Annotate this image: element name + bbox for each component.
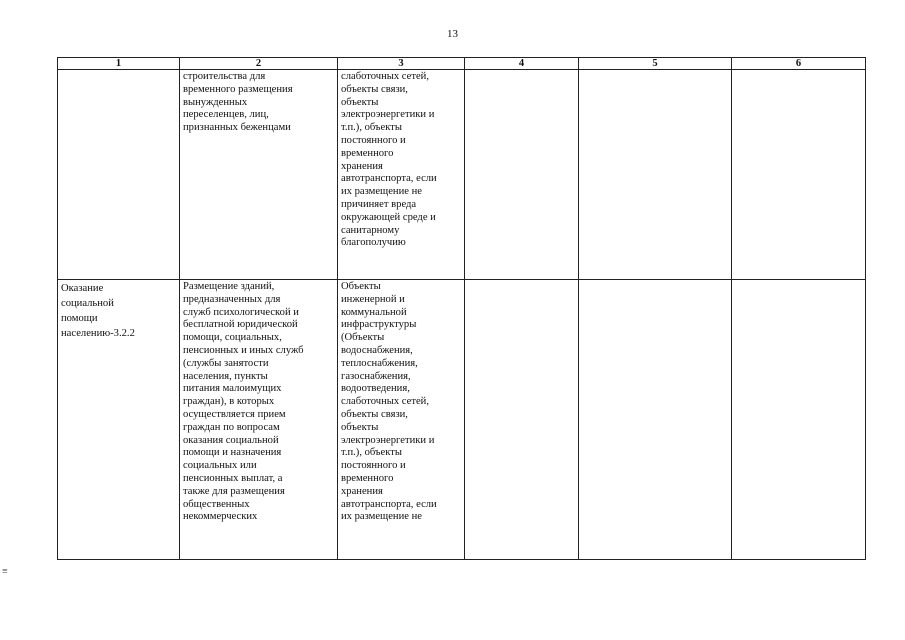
land-use-table — [57, 57, 866, 560]
edge-mark: ≡ — [2, 566, 8, 577]
row1-col6 — [732, 70, 866, 280]
table-header-row — [58, 58, 866, 70]
header-col-6: 6 — [732, 58, 866, 70]
table-row — [58, 280, 866, 560]
row1-col5 — [579, 70, 732, 280]
row2-col4 — [465, 280, 579, 560]
table-row — [58, 70, 866, 280]
row2-col1: Оказание социальной помощи населению-3.2.2 — [58, 280, 180, 560]
header-col-4: 4 — [465, 58, 579, 70]
row2-col5 — [579, 280, 732, 560]
row2-col3: Объекты инженерной и коммунальной инфраструктуры (Объекты водоснабжения, теплоснабжения, газоснабжения, водоотведения, слаботочных сетей, объекты связи, объекты электроэнергетики и т.п.), объекты постоянного и временного хранения автотранспорта, если их размещение не — [338, 280, 465, 560]
header-col-3: 3 — [338, 58, 465, 70]
page-number: 13 — [447, 28, 458, 40]
row1-col4 — [465, 70, 579, 280]
row1-col2: строительства для временного размещения вынужденных переселенцев, лиц, признанных беженцами — [180, 70, 338, 280]
row2-col2: Размещение зданий, предназначенных для служб психологической и бесплатной юридической помощи, социальных, пенсионных и иных служб (службы занятости населения, пункты питания малоимущих граждан), в которых осуществляется прием граждан по вопросам оказания социальной помощи и назначения социальных или пенсионных выплат, а также для размещения общественных некоммерческих — [180, 280, 338, 560]
header-col-1: 1 — [58, 58, 180, 70]
row2-col6 — [732, 280, 866, 560]
header-col-2: 2 — [180, 58, 338, 70]
header-col-5: 5 — [579, 58, 732, 70]
row1-col1 — [58, 70, 180, 280]
row1-col3: слаботочных сетей, объекты связи, объекты электроэнергетики и т.п.), объекты постоянного и временного хранения автотранспорта, если их размещение не причиняет вреда окружающей среде и санитарному благополучию — [338, 70, 465, 280]
